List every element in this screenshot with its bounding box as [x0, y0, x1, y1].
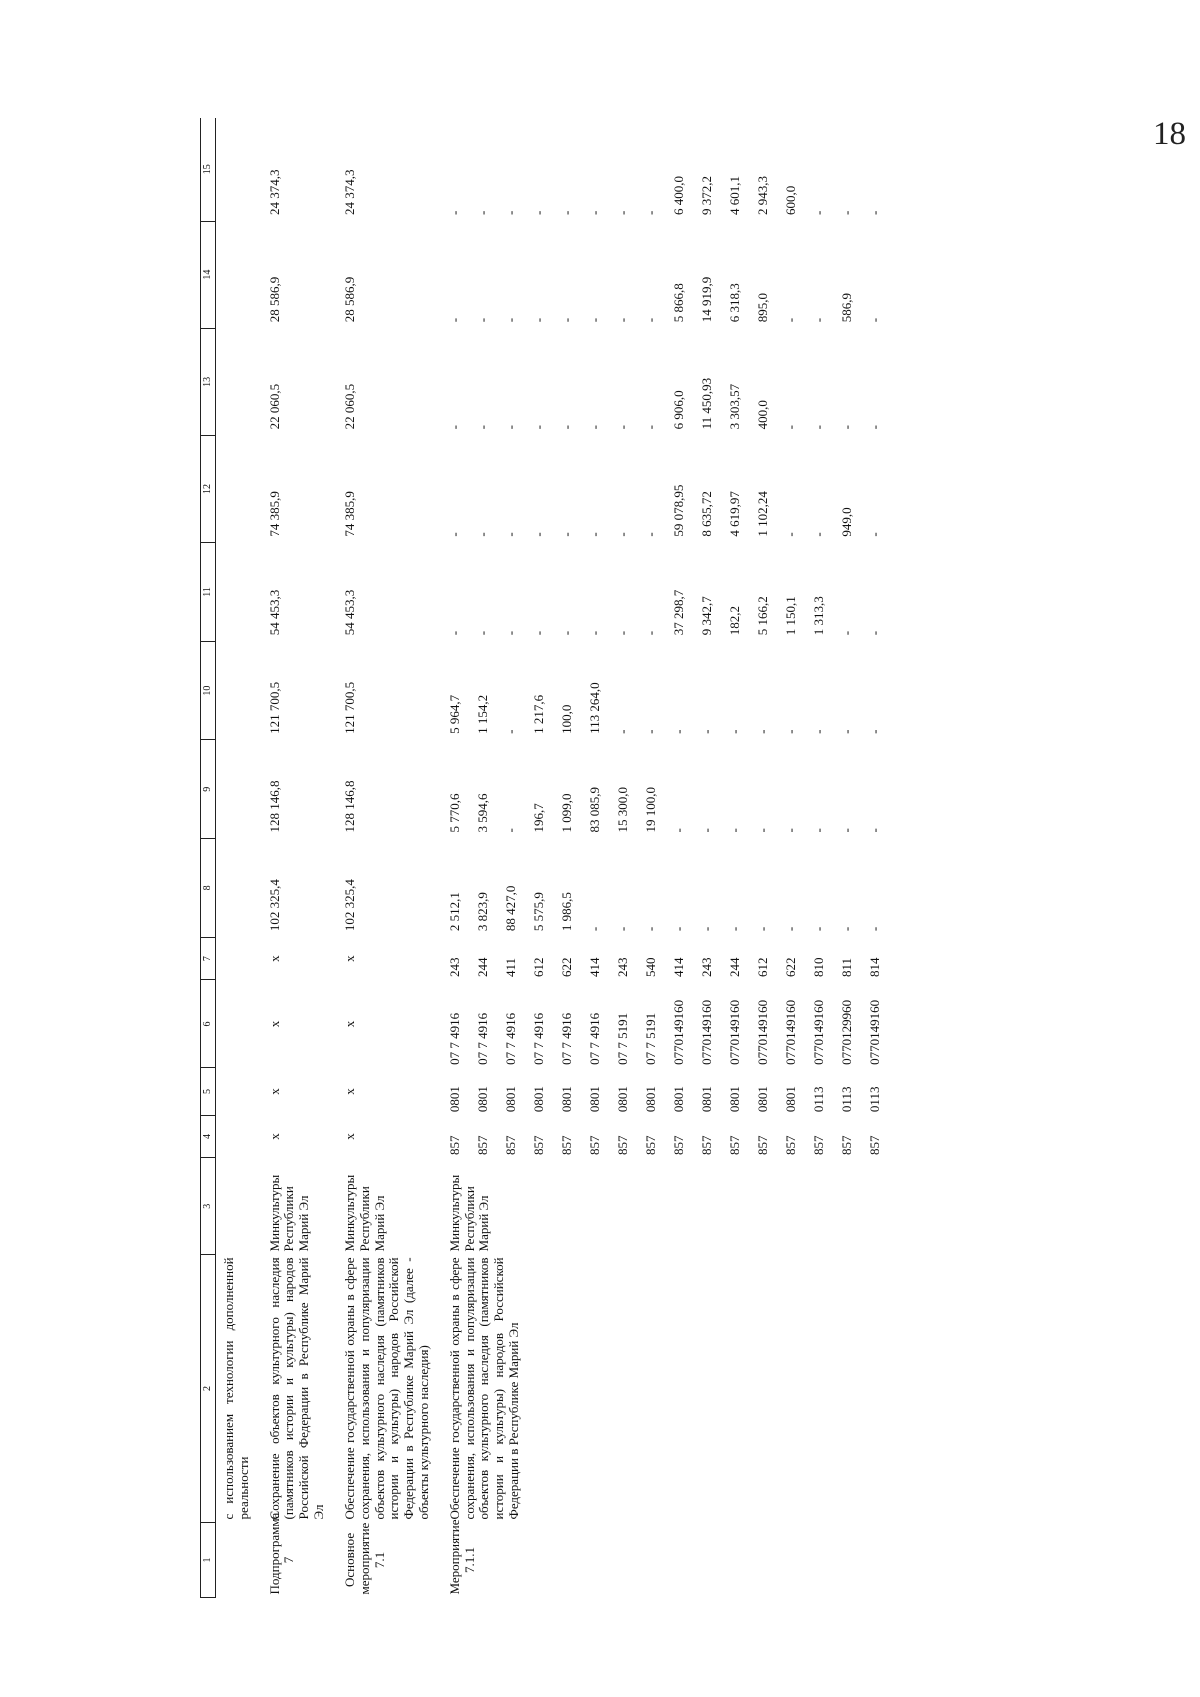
amount-cell: - [810, 425, 826, 430]
subprogram-value: 128 146,8 [266, 780, 282, 833]
page-number: 18 [1153, 116, 1186, 152]
amount-cell: - [558, 317, 574, 323]
amount-cell: 4 601,1 [726, 176, 742, 216]
budget-code-cell: 0801 [502, 1086, 518, 1113]
budget-code-cell: 0113 [838, 1086, 854, 1113]
amount-cell: - [782, 425, 798, 430]
column-number-header: 15 [201, 118, 216, 221]
amount-cell: - [558, 425, 574, 430]
amount-cell: 83 085,9 [586, 787, 602, 833]
amount-cell: - [810, 317, 826, 323]
amount-cell: - [810, 926, 826, 932]
amount-cell: 400,0 [754, 400, 770, 430]
amount-cell: - [558, 630, 574, 636]
amount-cell: - [502, 210, 518, 216]
main-measure-executor: Минкультуры Республики Марий Эл [341, 1174, 387, 1252]
amount-cell: - [670, 926, 686, 932]
amount-cell: 196,7 [530, 803, 546, 833]
amount-cell: - [838, 630, 854, 636]
amount-cell: - [614, 630, 630, 636]
amount-cell: - [502, 630, 518, 636]
column-number-header: 14 [201, 221, 216, 328]
amount-cell: - [838, 828, 854, 833]
amount-cell: - [642, 210, 658, 216]
amount-cell: 1 986,5 [558, 892, 574, 932]
amount-cell: 5 575,9 [530, 892, 546, 932]
amount-cell: 100,0 [558, 704, 574, 734]
rotated-table-container [200, 118, 1000, 1598]
amount-cell: - [586, 210, 602, 216]
budget-code-cell: 857 [614, 1135, 630, 1155]
amount-cell: - [642, 425, 658, 430]
budget-code-cell: 0770149160 [754, 999, 770, 1065]
budget-code-cell: 0801 [558, 1086, 574, 1113]
amount-cell: - [474, 532, 490, 537]
budget-code-cell: 857 [810, 1135, 826, 1155]
column-number-header: 12 [201, 435, 216, 542]
amount-cell: 5 866,8 [670, 283, 686, 323]
amount-cell: - [614, 210, 630, 216]
subprogram-row [252, 118, 327, 1598]
budget-code-cell: 244 [726, 957, 742, 977]
amount-cell: 3 303,57 [726, 383, 742, 430]
amount-cell: - [642, 630, 658, 636]
subprogram-value: 121 700,5 [266, 681, 282, 734]
budget-code-cell: 0801 [614, 1086, 630, 1113]
amount-cell: 113 264,0 [586, 682, 602, 734]
subprogram-rzpr: х [266, 1088, 282, 1095]
budget-code-cell: 0801 [670, 1086, 686, 1113]
budget-code-cell: 243 [614, 957, 630, 977]
column-number-header: 5 [201, 1068, 216, 1115]
amount-cell: - [866, 828, 882, 833]
amount-cell: - [586, 532, 602, 537]
amount-cell: - [642, 532, 658, 537]
subprogram-grbs: х [266, 1133, 282, 1140]
budget-code-cell: 243 [446, 957, 462, 977]
budget-code-cell: 810 [810, 957, 826, 977]
budget-code-cell: 814 [866, 957, 882, 977]
amount-cell: 4 619,97 [726, 491, 742, 537]
amount-cell: 6 400,0 [670, 176, 686, 216]
main-measure-csr: х [341, 1020, 357, 1028]
main-measure-row [327, 118, 432, 1598]
amount-cell: - [614, 425, 630, 430]
amount-cell: - [530, 317, 546, 323]
amount-cell: - [726, 729, 742, 734]
amount-cell: - [782, 729, 798, 734]
column-number-header: 2 [201, 1254, 216, 1522]
budget-code-cell: 0801 [754, 1086, 770, 1113]
amount-cell: 895,0 [754, 292, 770, 323]
budget-table [200, 118, 892, 1598]
budget-code-cell: 0770129960 [838, 999, 854, 1065]
amount-cell: - [810, 532, 826, 537]
budget-code-cell: 243 [698, 957, 714, 977]
column-number-header: 3 [201, 1158, 216, 1254]
budget-code-cell: 612 [530, 957, 546, 977]
amount-cell: - [754, 926, 770, 932]
amount-cell: 5 770,6 [446, 793, 462, 833]
column-number-header: 13 [201, 328, 216, 435]
amount-cell: - [642, 729, 658, 734]
budget-code-cell: 622 [558, 957, 574, 977]
amount-cell: - [782, 317, 798, 323]
budget-code-cell: 07 7 4916 [558, 1012, 574, 1065]
amount-cell: - [530, 630, 546, 636]
amount-cell: - [810, 210, 826, 216]
budget-code-cell: 0801 [530, 1086, 546, 1113]
amount-cell: - [614, 532, 630, 537]
amount-cell: - [866, 729, 882, 734]
budget-code-cell: 07 7 5191 [642, 1012, 658, 1065]
amount-cell: 6 906,0 [670, 390, 686, 430]
amount-cell: - [670, 828, 686, 833]
budget-code-cell: 0801 [586, 1086, 602, 1113]
budget-code-cell: 0801 [782, 1086, 798, 1113]
budget-code-cell: 857 [670, 1135, 686, 1155]
amount-cell: - [642, 317, 658, 323]
amount-cell: - [838, 210, 854, 216]
budget-code-cell: 622 [782, 957, 798, 977]
budget-code-cell: 857 [782, 1135, 798, 1155]
amount-cell: 600,0 [782, 185, 798, 216]
main-measure-vr: х [341, 955, 357, 962]
column-number-header: 8 [201, 839, 216, 938]
amount-cell: - [614, 729, 630, 734]
column-number-header: 4 [201, 1115, 216, 1158]
column-number-header: 11 [201, 543, 216, 642]
amount-cell: - [698, 729, 714, 734]
budget-code-cell: 0801 [726, 1086, 742, 1113]
column-number-header: 10 [201, 641, 216, 740]
amount-cell: 182,2 [726, 606, 742, 636]
budget-code-cell: 0801 [698, 1086, 714, 1113]
amount-cell: - [558, 532, 574, 537]
budget-code-cell: 0770149160 [810, 999, 826, 1065]
amount-cell: - [446, 317, 462, 323]
measure-executor: Минкультуры Республики Марий Эл [446, 1174, 492, 1252]
subprogram-value: 74 385,9 [266, 491, 282, 537]
amount-cell: - [474, 210, 490, 216]
budget-code-cell: 0770149160 [782, 999, 798, 1065]
amount-cell: - [670, 729, 686, 734]
amount-cell: - [474, 630, 490, 636]
budget-code-cell: 857 [866, 1135, 882, 1155]
amount-cell: - [782, 828, 798, 833]
subprogram-csr: х [266, 1020, 282, 1028]
amount-cell: - [502, 729, 518, 734]
amount-cell: 3 823,9 [474, 892, 490, 932]
amount-cell: - [866, 317, 882, 323]
column-number-header: 6 [201, 980, 216, 1068]
amount-cell: 3 594,6 [474, 793, 490, 833]
amount-cell: 1 099,0 [558, 793, 574, 833]
budget-code-cell: 0770149160 [670, 999, 686, 1065]
amount-cell: - [502, 317, 518, 323]
amount-cell: - [446, 210, 462, 216]
amount-cell: - [558, 210, 574, 216]
subprogram-vr: х [266, 955, 282, 962]
amount-cell: - [810, 828, 826, 833]
main-measure-value: 24 374,3 [341, 169, 357, 216]
amount-cell: - [502, 828, 518, 833]
amount-cell: - [726, 828, 742, 833]
budget-code-cell: 244 [474, 957, 490, 977]
amount-cell: 15 300,0 [614, 787, 630, 833]
subprogram-label: Подпрограмма 7 [266, 1512, 297, 1595]
column-number-header: 1 [201, 1522, 216, 1597]
amount-cell: - [866, 210, 882, 216]
main-measure-grbs: х [341, 1133, 357, 1140]
budget-code-cell: 0801 [446, 1086, 462, 1113]
subprogram-value: 28 586,9 [266, 276, 282, 323]
budget-code-cell: 857 [754, 1135, 770, 1155]
amount-cell: - [838, 729, 854, 734]
budget-code-cell: 857 [530, 1135, 546, 1155]
budget-code-cell: 857 [502, 1135, 518, 1155]
amount-cell: 19 100,0 [642, 787, 658, 833]
amount-cell: 37 298,7 [670, 589, 686, 636]
subprogram-name: Сохранение объектов культурного наследия (памятников истории и культуры) народов Российской Федерации в Республике Марий Эл [266, 1257, 327, 1520]
budget-code-cell: 0770149160 [698, 999, 714, 1065]
subprogram-value: 54 453,3 [266, 589, 282, 636]
amount-cell: 6 318,3 [726, 283, 742, 323]
amount-cell: - [614, 926, 630, 932]
continuation-text: с использованием технологии дополненной реальности [221, 1257, 251, 1520]
measure-name: Обеспечение государственной охраны в сфере сохранения, использования и популяризации объектов культурного наследия (памятников истории и культуры) народов Российской Федерации в Республике Марий Эл [446, 1257, 521, 1520]
amount-cell: 14 919,9 [698, 276, 714, 323]
amount-cell: 59 078,95 [670, 484, 686, 537]
main-measure-value: 28 586,9 [341, 276, 357, 323]
main-measure-value: 54 453,3 [341, 589, 357, 636]
subprogram-executor: Минкультуры Республики Марий Эл [266, 1174, 312, 1252]
budget-code-cell: 857 [446, 1135, 462, 1155]
column-number-header: 7 [201, 937, 216, 980]
subprogram-value: 24 374,3 [266, 169, 282, 216]
budget-code-cell: 857 [698, 1135, 714, 1155]
budget-code-cell: 411 [502, 957, 518, 977]
main-measure-rzpr: х [341, 1088, 357, 1095]
amount-cell: 2 512,1 [446, 892, 462, 932]
amount-cell: - [502, 532, 518, 537]
main-measure-value: 128 146,8 [341, 780, 357, 833]
amount-cell: - [530, 210, 546, 216]
subprogram-value: 22 060,5 [266, 383, 282, 430]
amount-cell: - [866, 425, 882, 430]
main-measure-name: Обеспечение государственной охраны в сфере сохранения, использования и популяризации объектов культурного наследия (памятников истории и культуры) народов Российской Федерации в Республике Марий Эл (далее - объекты культурного наследия) [341, 1257, 431, 1520]
budget-code-cell: 0801 [642, 1086, 658, 1113]
amount-cell: - [474, 425, 490, 430]
main-measure-value: 74 385,9 [341, 491, 357, 537]
amount-cell: 8 635,72 [698, 491, 714, 537]
measure-711-row [432, 118, 472, 1598]
amount-cell: - [586, 425, 602, 430]
budget-code-cell: 857 [558, 1135, 574, 1155]
budget-code-cell: 857 [838, 1135, 854, 1155]
budget-code-cell: 811 [838, 957, 854, 977]
amount-cell: 5 166,2 [754, 596, 770, 636]
amount-cell: - [726, 926, 742, 932]
amount-cell: - [642, 926, 658, 932]
amount-cell: - [698, 828, 714, 833]
header-row [201, 118, 216, 1598]
budget-code-cell: 07 7 4916 [586, 1012, 602, 1065]
budget-code-cell: 0113 [866, 1086, 882, 1113]
budget-code-cell: 07 7 4916 [446, 1012, 462, 1065]
budget-code-cell: 857 [474, 1135, 490, 1155]
amount-cell: - [866, 630, 882, 636]
budget-code-cell: 0770149160 [866, 999, 882, 1065]
amount-cell: 88 427,0 [502, 885, 518, 932]
amount-cell: 949,0 [838, 507, 854, 537]
amount-cell: - [530, 425, 546, 430]
amount-cell: - [614, 317, 630, 323]
continuation-row [216, 118, 252, 1598]
amount-cell: - [446, 532, 462, 537]
main-measure-label: Основное мероприятие 7.1 [341, 1522, 387, 1595]
amount-cell: - [586, 317, 602, 323]
budget-code-cell: 0770149160 [726, 999, 742, 1065]
amount-cell: 9 342,7 [698, 596, 714, 636]
amount-cell: - [502, 425, 518, 430]
subprogram-value: 102 325,4 [266, 879, 282, 932]
budget-code-cell: 414 [586, 957, 602, 977]
amount-cell: - [754, 828, 770, 833]
amount-cell: - [446, 425, 462, 430]
main-measure-value: 22 060,5 [341, 383, 357, 430]
amount-cell: 586,9 [838, 292, 854, 323]
budget-code-cell: 0801 [474, 1086, 490, 1113]
amount-cell: - [754, 729, 770, 734]
amount-cell: - [586, 926, 602, 932]
amount-cell: 1 150,1 [782, 596, 798, 636]
budget-code-cell: 857 [726, 1135, 742, 1155]
amount-cell: - [782, 532, 798, 537]
measure-label: Мероприятие 7.1.1 [446, 1519, 477, 1595]
amount-cell: - [810, 729, 826, 734]
amount-cell: 9 372,2 [698, 176, 714, 216]
main-measure-value: 121 700,5 [341, 681, 357, 734]
budget-code-cell: 414 [670, 957, 686, 977]
amount-cell: - [586, 630, 602, 636]
amount-cell: - [782, 926, 798, 932]
main-measure-value: 102 325,4 [341, 879, 357, 932]
amount-cell: - [474, 317, 490, 323]
budget-code-cell: 07 7 4916 [502, 1012, 518, 1065]
budget-code-cell: 540 [642, 957, 658, 977]
budget-code-cell: 07 7 4916 [474, 1012, 490, 1065]
budget-code-cell: 612 [754, 957, 770, 977]
amount-cell: - [530, 532, 546, 537]
amount-cell: - [838, 926, 854, 932]
amount-cell: 1 313,3 [810, 596, 826, 636]
amount-cell: - [698, 926, 714, 932]
amount-cell: - [866, 926, 882, 932]
amount-cell: - [446, 630, 462, 636]
budget-code-cell: 857 [586, 1135, 602, 1155]
amount-cell: 1 102,24 [754, 491, 770, 537]
amount-cell: 5 964,7 [446, 694, 462, 734]
budget-code-cell: 07 7 5191 [614, 1012, 630, 1065]
budget-code-cell: 07 7 4916 [530, 1012, 546, 1065]
amount-cell: - [838, 425, 854, 430]
budget-code-cell: 0113 [810, 1086, 826, 1113]
amount-cell: 11 450,93 [698, 377, 714, 430]
column-number-header: 9 [201, 740, 216, 839]
amount-cell: 1 217,6 [530, 694, 546, 734]
amount-cell: 2 943,3 [754, 176, 770, 216]
budget-code-cell: 857 [642, 1135, 658, 1155]
amount-cell: - [866, 532, 882, 537]
amount-cell: 1 154,2 [474, 694, 490, 734]
